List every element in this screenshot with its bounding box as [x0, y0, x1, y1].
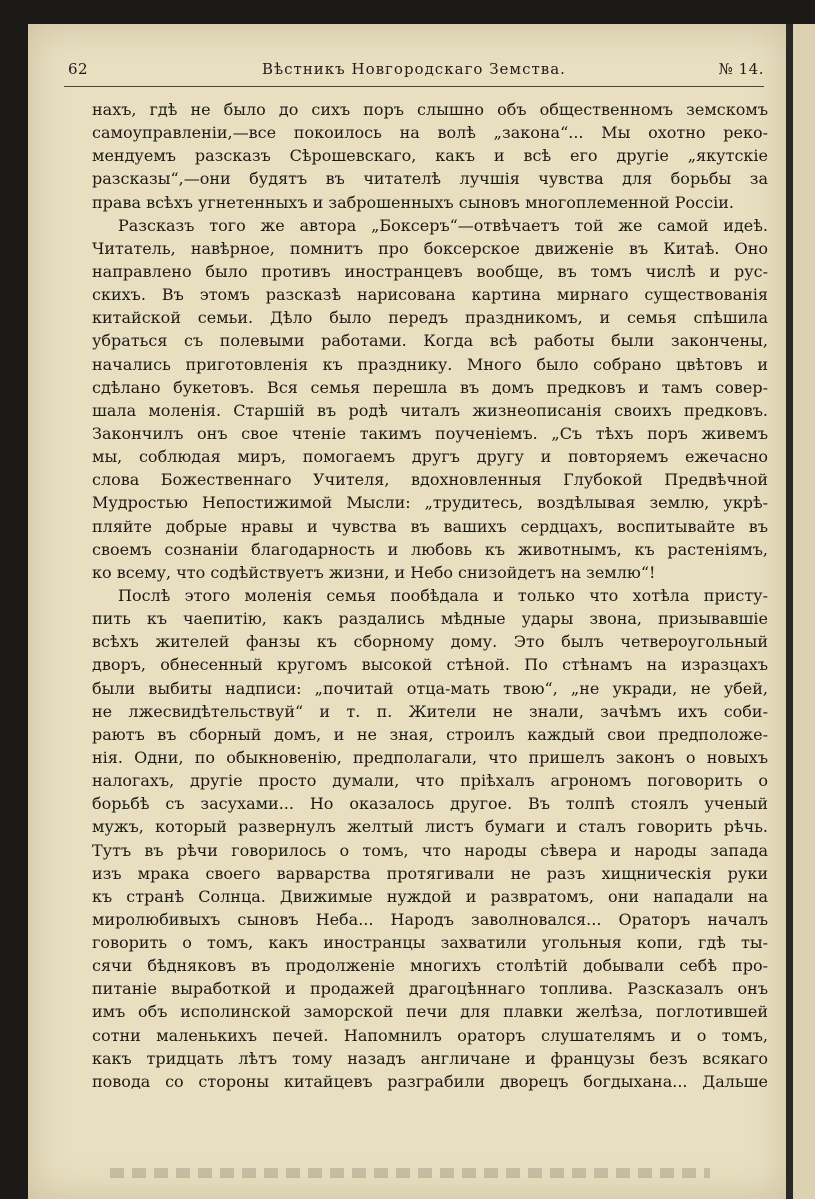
text-line: шала моленія. Старшій въ родѣ читалъ жизнеописанія своихъ предковъ.	[92, 400, 768, 420]
text-line: китайской семьи. Дѣло было передъ праздникомъ, и семья спѣшила	[92, 308, 768, 328]
text-line: изъ мрака своего варварства протягивали не разъ хищническія руки	[92, 863, 768, 883]
text-line: Тутъ въ рѣчи говорилось о томъ, что народы сѣвера и народы запада	[92, 840, 768, 860]
text-line: были выбиты надписи: „почитай отца-мать твою“, „не укради, не убей,	[92, 678, 768, 698]
text-line: миролюбивыхъ сыновъ Неба... Народъ заволновался... Ораторъ началъ	[92, 909, 768, 929]
text-line: Послѣ этого моленія семья пообѣдала и только что хотѣла присту-	[118, 585, 768, 605]
journal-title: Вѣстникъ Новгородскаго Земства.	[262, 60, 566, 78]
text-line: борьбѣ съ засухами... Но оказалось другое. Въ толпѣ стоялъ ученый	[92, 794, 768, 814]
text-line: нія. Одни, по обыкновенію, предполагали, что пришелъ законъ о новыхъ	[92, 747, 768, 767]
text-line: своемъ сознаніи благодарность и любовь къ животнымъ, къ растеніямъ,	[92, 539, 768, 559]
page-number: 62	[68, 60, 89, 78]
running-header	[64, 58, 764, 82]
text-line: скихъ. Въ этомъ разсказѣ нарисована картина мирнаго существованія	[92, 285, 768, 305]
text-line: имъ объ исполинской заморской печи для плавки желѣза, поглотившей	[92, 1002, 768, 1022]
body-text	[92, 98, 768, 1093]
text-line: дворъ, обнесенный кругомъ высокой стѣной. По стѣнамъ на изразцахъ	[92, 655, 768, 675]
text-line: Закончилъ онъ свое чтеніе такимъ поученіемъ. „Съ тѣхъ поръ живемъ	[92, 423, 768, 443]
text-line: права всѣхъ угнетенныхъ и заброшенныхъ сыновъ многоплеменной Россіи.	[92, 192, 734, 212]
text-line: какъ тридцать лѣтъ тому назадъ англичане и французы безъ всякаго	[92, 1048, 768, 1068]
header-rule	[64, 86, 764, 87]
text-line: не лжесвидѣтельствуй“ и т. п. Жители не знали, зачѣмъ ихъ соби-	[92, 701, 768, 721]
text-line: къ странѣ Солнца. Движимые нуждой и развратомъ, они нападали на	[92, 886, 768, 906]
text-line: сячи бѣдняковъ въ продолженіе многихъ столѣтій добывали себѣ про-	[92, 956, 768, 976]
text-line: Читатель, навѣрное, помнитъ про боксерское движеніе въ Китаѣ. Оно	[92, 238, 768, 258]
text-line: всѣхъ жителей фанзы къ сборному дому. Это былъ четвероугольный	[92, 632, 768, 652]
text-line: сдѣлано букетовъ. Вся семья перешла въ домъ предковъ и тамъ совер-	[92, 377, 768, 397]
text-line: нахъ, гдѣ не было до сихъ поръ слышно объ общественномъ земскомъ	[92, 100, 768, 119]
text-line: сотни маленькихъ печей. Напомнилъ ораторъ слушателямъ и о томъ,	[92, 1025, 768, 1045]
text-line: слова Божественнаго Учителя, вдохновленныя Глубокой Предвѣчной	[92, 470, 768, 490]
text-line: ко всему, что содѣйствуетъ жизни, и Небо снизойдетъ на землю“!	[92, 562, 656, 582]
text-line: налогахъ, другіе просто думали, что пріѣхалъ агрономъ поговорить о	[92, 771, 768, 791]
text-line: мы, соблюдая миръ, помогаемъ другъ другу и повторяемъ ежечасно	[92, 447, 768, 467]
text-line: направлено было противъ иностранцевъ вообще, въ томъ числѣ и рус-	[92, 261, 768, 281]
text-line: Мудростью Непостижимой Мысли: „трудитесь, воздѣлывая землю, укрѣ-	[92, 493, 768, 513]
text-line: Разсказъ того же автора „Боксеръ“—отвѣчаетъ той же самой идеѣ.	[118, 215, 768, 235]
text-line: начались приготовленія къ празднику. Много было собрано цвѣтовъ и	[92, 354, 768, 374]
text-line: говорить о томъ, какъ иностранцы захватили угольныя копи, гдѣ ты-	[92, 933, 768, 953]
text-line: пляйте добрые нравы и чувства въ вашихъ сердцахъ, воспитывайте въ	[92, 516, 768, 536]
text-line: убраться съ полевыми работами. Когда всѣ работы были закончены,	[92, 331, 768, 351]
text-line: мужъ, который развернулъ желтый листъ бумаги и сталъ говорить рѣчь.	[92, 817, 768, 837]
text-line: разсказы“,—они будятъ въ читателѣ лучшія чувства для борьбы за	[92, 169, 768, 189]
text-line: повода со стороны китайцевъ разграбили дворецъ богдыхана... Дальше	[92, 1071, 768, 1091]
text-line: раютъ въ сборный домъ, и не зная, строилъ каждый свои предположе-	[92, 724, 768, 744]
text-line: мендуемъ разсказъ Сѣрошевскаго, какъ и всѣ его другіе „якутскіе	[92, 146, 768, 166]
text-line: питаніе выработкой и продажей драгоцѣннаго топлива. Разсказалъ онъ	[92, 979, 768, 999]
text-line: самоуправленіи,—все покоилось на волѣ „закона“... Мы охотно реко-	[92, 123, 768, 143]
issue-number: № 14.	[718, 60, 764, 78]
next-page-edge	[793, 24, 815, 1199]
bleed-through-text	[110, 1168, 710, 1178]
text-line: пить къ чаепитію, какъ раздались мѣдные удары звона, призывавшіе	[92, 609, 768, 629]
